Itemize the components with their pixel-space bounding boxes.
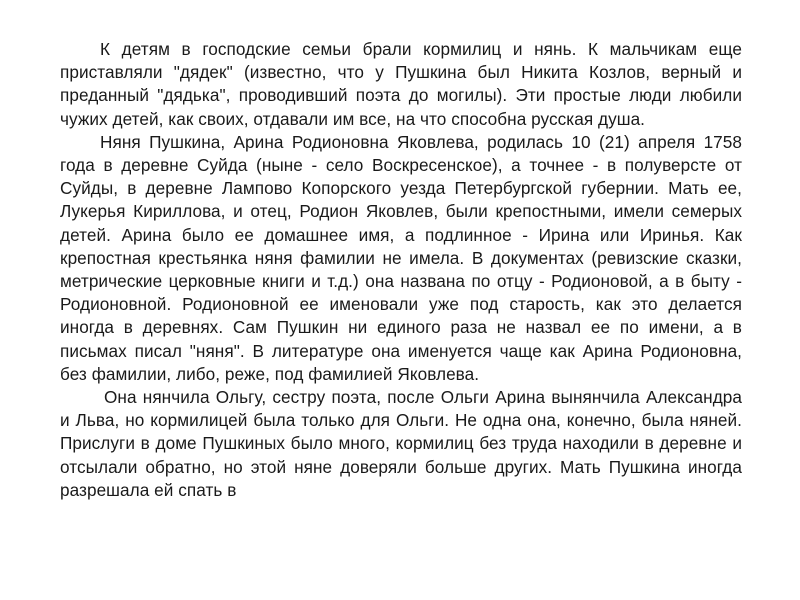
paragraph-nanny-biography: Няня Пушкина, Арина Родионовна Яковлева, родилась 10 (21) апреля 1758 года в деревне Суйда (ныне - село Воскресенское), а точнее - в полуверсте от Суйды, в деревне Лампово Копорского уезда Петербургской губернии. Мать ее, Лукерья Кириллова, и отец, Родион Яковлев, были крепостными, имели семерых детей. Арина было ее домашнее имя, а подлинное - Ирина или Иринья. Как крепостная крестьянка няня фамилии не имела. В документах (ревизские сказки, метрические церковные книги и т.д.) она названа по отцу - Родионовой, а в быту - Родионовной. Родионовной ее именовали уже под старость, как это делается иногда в деревнях. Сам Пушкин ни единого раза не назвал ее по имени, а в письмах писал "няня". В литературе она именуется чаще как Арина Родионовна, без фамилии, либо, реже, под фамилией Яковлева. — [60, 131, 742, 384]
document-body — [60, 38, 742, 502]
paragraph-nanny-family-role: Она нянчила Ольгу, сестру поэта, после Ольги Арина вынянчила Александра и Льва, но кормилицей была только для Ольги. Не одна она, конечно, была няней. Прислуги в доме Пушкиных было много, кормилиц без труда находили в деревне и отсылали обратно, но этой няне доверяли больше других. Мать Пушкина иногда разрешала ей спать в — [60, 387, 742, 500]
paragraph-wet-nurses: К детям в господские семьи брали кормилиц и нянь. К мальчикам еще приставляли "дядек" (известно, что у Пушкина был Никита Козлов, верный и преданный "дядька", проводивший поэта до могилы). Эти простые люди любили чужих детей, как своих, отдавали им все, на что способна русская душа. — [60, 39, 742, 129]
